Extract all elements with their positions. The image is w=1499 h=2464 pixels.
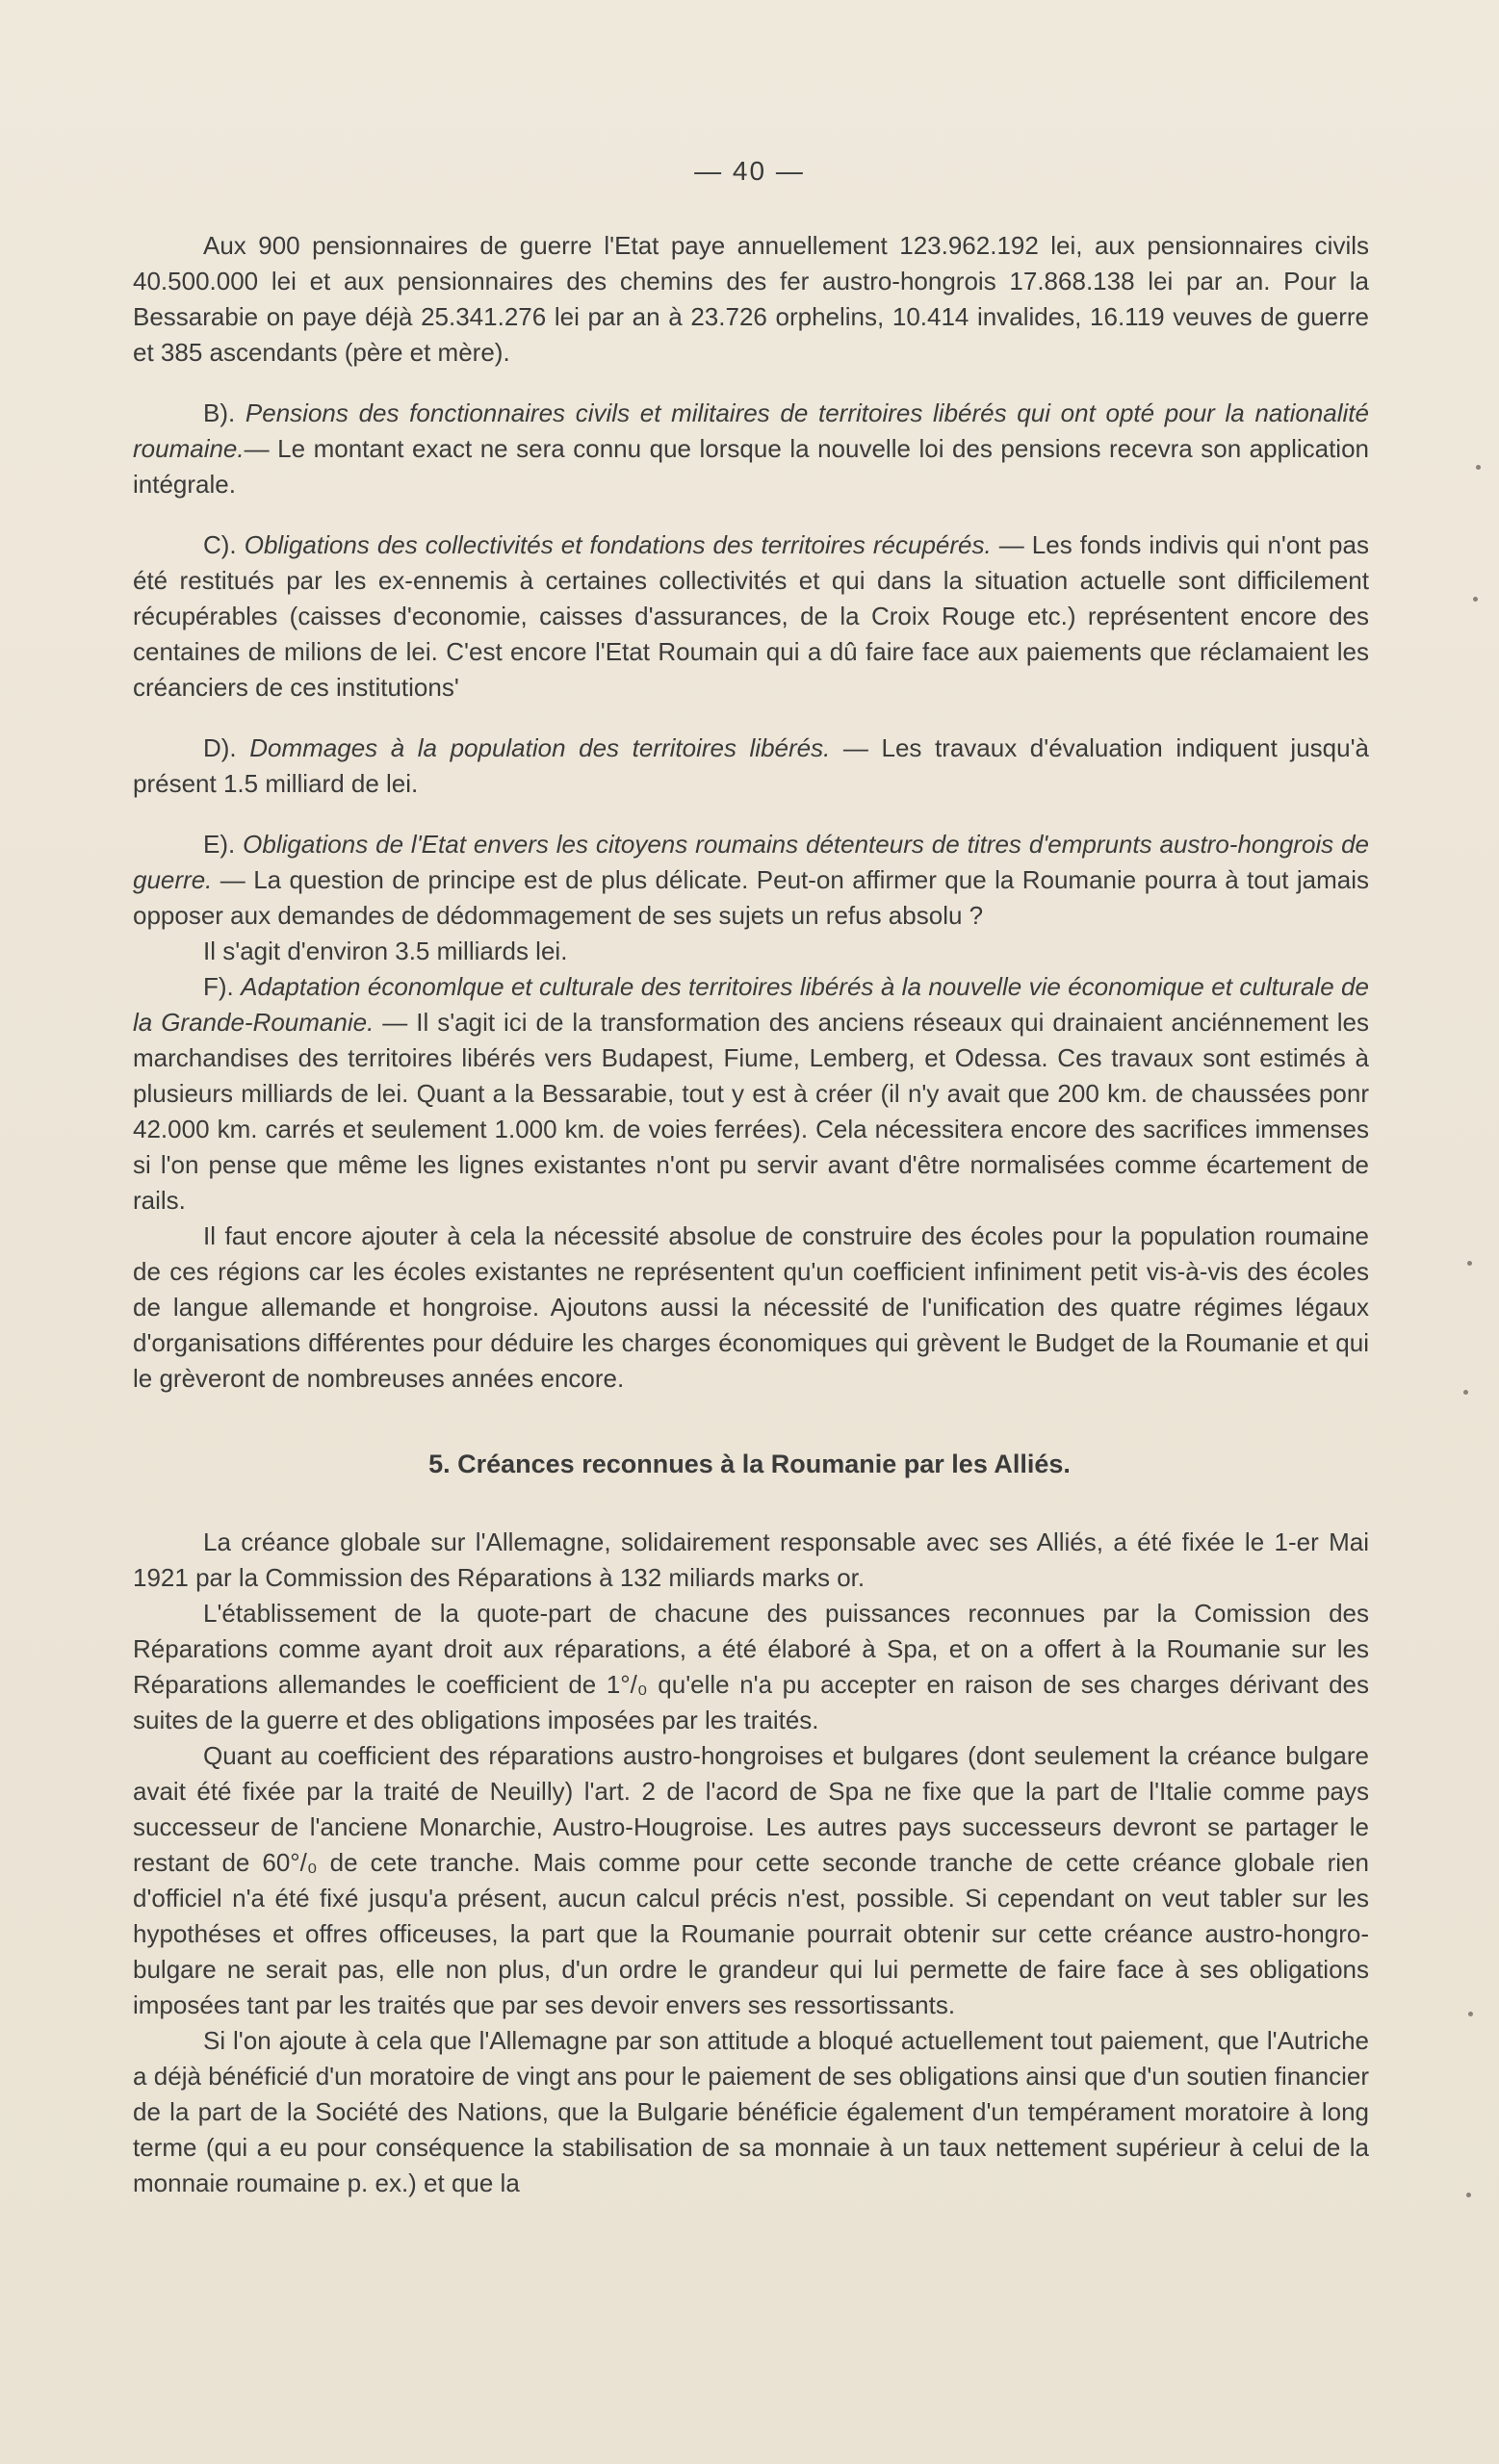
paper-speck [1463, 1390, 1468, 1395]
page-number: — 40 — [694, 156, 805, 186]
paragraph-creance-globale: La créance globale sur l'Allemagne, solidairement responsable avec ses Alliés, a été fixée le 1-er Mai 1921 par la Commission des Réparations à 132 miliards marks or. [133, 1527, 1369, 1592]
item-e-text: — La question de principe est de plus délicate. Peut-on affirmer que la Roumanie pourra à tout jamais opposer aux demandes de dédommagement de ses sujets un refus absolu ? [133, 865, 1369, 930]
upper-text-block [133, 228, 1369, 1397]
paragraph-allemagne: Si l'on ajoute à cela que l'Allemagne par son attitude a bloqué actuellement tout paiement, que l'Autriche a déjà bénéficié d'un moratoire de vingt ans pour le paiement de ses obligations ainsi que d'un soutien financier de la part de la Société des Nations, que la Bulgarie bénéficie également d'un tempérament moratoire à long terme (qui a eu pour conséquence la stabilisation de sa monnaie à un taux nettement supérieur à celui de la monnaie roumaine p. ex.) et que la [133, 2026, 1369, 2197]
paper-speck [1476, 465, 1481, 470]
paragraph-coefficient: Quant au coefficient des réparations austro-hongroises et bulgares (dont seulement la créance bulgare avait été fixée par la traité de Neuilly) l'art. 2 de l'acord de Spa ne fixe que la part de l'Italie comme pays successeur de l'anciene Monarchie, Austro-Hougroise. Les autres pays successeurs devront se partager le restant de 60°/₀ de cete tranche. Mais comme pour cette seconde tranche de cette créance globale rien d'officiel n'a été fixé jusqu'a présent, aucun calcul précis n'est, possible. Si cependant on veut tabler sur les hypothéses et offres officeuses, la part que la Roumanie pourrait obtenir sur cette créance austro-hongro-bulgare ne serait pas, elle non plus, d'un ordre le grandeur qui lui permette de faire face à ses obligations imposées tant par les traités que par ses devoir envers ses ressortissants. [133, 1741, 1369, 2019]
item-f-label: F). [203, 972, 234, 1001]
item-b-text: — Le montant exact ne sera connu que lorsque la nouvelle loi des pensions recevra son application intégrale. [133, 434, 1369, 499]
section5-text-block [133, 1525, 1369, 2201]
section-heading: 5. Créances reconnues à la Roumanie par les Alliés. [428, 1450, 1071, 1478]
item-d-label: D). [203, 733, 237, 762]
item-c-label: C). [203, 530, 237, 559]
paragraph-pensioners: Aux 900 pensionnaires de guerre l'Etat paye annuellement 123.962.192 lei, aux pensionnaires civils 40.500.000 lei et aux pensionnaires des chemins des fer austro-hongrois 17.868.138 lei par an. Pour la Bessarabie on paye déjà 25.341.276 lei par an à 23.726 orphelins, 10.414 invalides, 16.119 veuves de guerre et 385 ascendants (père et mère). [133, 231, 1369, 367]
paragraph-c [133, 527, 1369, 706]
item-b-label: B). [203, 398, 236, 427]
item-c-text: — Les fonds indivis qui n'ont pas été restitués par les ex-ennemis à certaines collectivités et qui dans la situation actuelle sont difficilement récupérables (caisses d'economie, caisses d'assurances, de la Croix Rouge etc.) représentent encore des centaines de milions de lei. C'est encore l'Etat Roumain qui a dû faire face aux paiements que réclamaient les créanciers de ces institutions' [133, 530, 1369, 702]
item-d-title: Dommages à la population des territoires libérés. [249, 733, 831, 762]
paper-speck [1468, 2012, 1473, 2016]
item-b-title: Pensions des fonctionnaires civils et militaires de territoires libérés qui ont opté pour la nationalité roumaine. [133, 398, 1369, 463]
item-f-title: Adaptation économlque et culturale des territoires libérés à la nouvelle vie économique et culturale de la Grande-Roumanie. [133, 972, 1369, 1037]
item-d-text: — Les travaux d'évaluation indiquent jusqu'à présent 1.5 milliard de lei. [133, 733, 1369, 798]
item-f-text: — Il s'agit ici de la transformation des anciens réseaux qui drainaient anciénnement les marchandises des territoires libérés vers Budapest, Fiume, Lemberg, et Odessa. Ces travaux sont estimés à plusieurs milliards de lei. Quant a la Bessarabie, tout y est à créer (il n'y avait que 200 km. de chaussées ponr 42.000 km. carrés et seulement 1.000 km. de voies ferrées). Cela nécessitera encore des sacrifices immenses si l'on pense que même les lignes existantes n'ont pu servir avant d'être normalisées comme écartement de rails. [133, 1008, 1369, 1215]
paper-speck [1473, 597, 1478, 602]
paragraph-e-sum: Il s'agit d'environ 3.5 milliards lei. [203, 937, 568, 965]
paragraph-f [133, 969, 1369, 1219]
paragraph-d [133, 731, 1369, 802]
paper-speck [1466, 2193, 1471, 2197]
item-e-title: Obligations de l'Etat envers les citoyens roumains détenteurs de titres d'emprunts austro-hongrois de guerre. [133, 830, 1369, 894]
paper-speck [1467, 1261, 1472, 1266]
item-e-label: E). [203, 830, 236, 859]
item-c-title: Obligations des collectivités et fondations des territoires récupérés. [244, 530, 992, 559]
paragraph-quote-part: L'établissement de la quote-part de chacune des puissances reconnues par la Comission des Réparations comme ayant droit aux réparations, a été élaboré à Spa, et on a offert à la Roumanie sur les Réparations allemandes le coefficient de 1°/₀ qu'elle n'a pu accepter en raison de ses charges dérivant des suites de la guerre et des obligations imposées par les traités. [133, 1599, 1369, 1734]
paragraph-schools: Il faut encore ajouter à cela la nécessité absolue de construire des écoles pour la population roumaine de ces régions car les écoles existantes ne représentent qu'un coefficient infiniment petit vis-à-vis des écoles de langue allemande et hongroise. Ajoutons aussi la nécessité de l'unification des quatre régimes légaux d'organisations différentes pour déduire les charges économiques qui grèvent le Budget de la Roumanie et qui le grèveront de nombreuses années encore. [133, 1221, 1369, 1393]
paragraph-e [133, 827, 1369, 934]
paragraph-b [133, 396, 1369, 502]
